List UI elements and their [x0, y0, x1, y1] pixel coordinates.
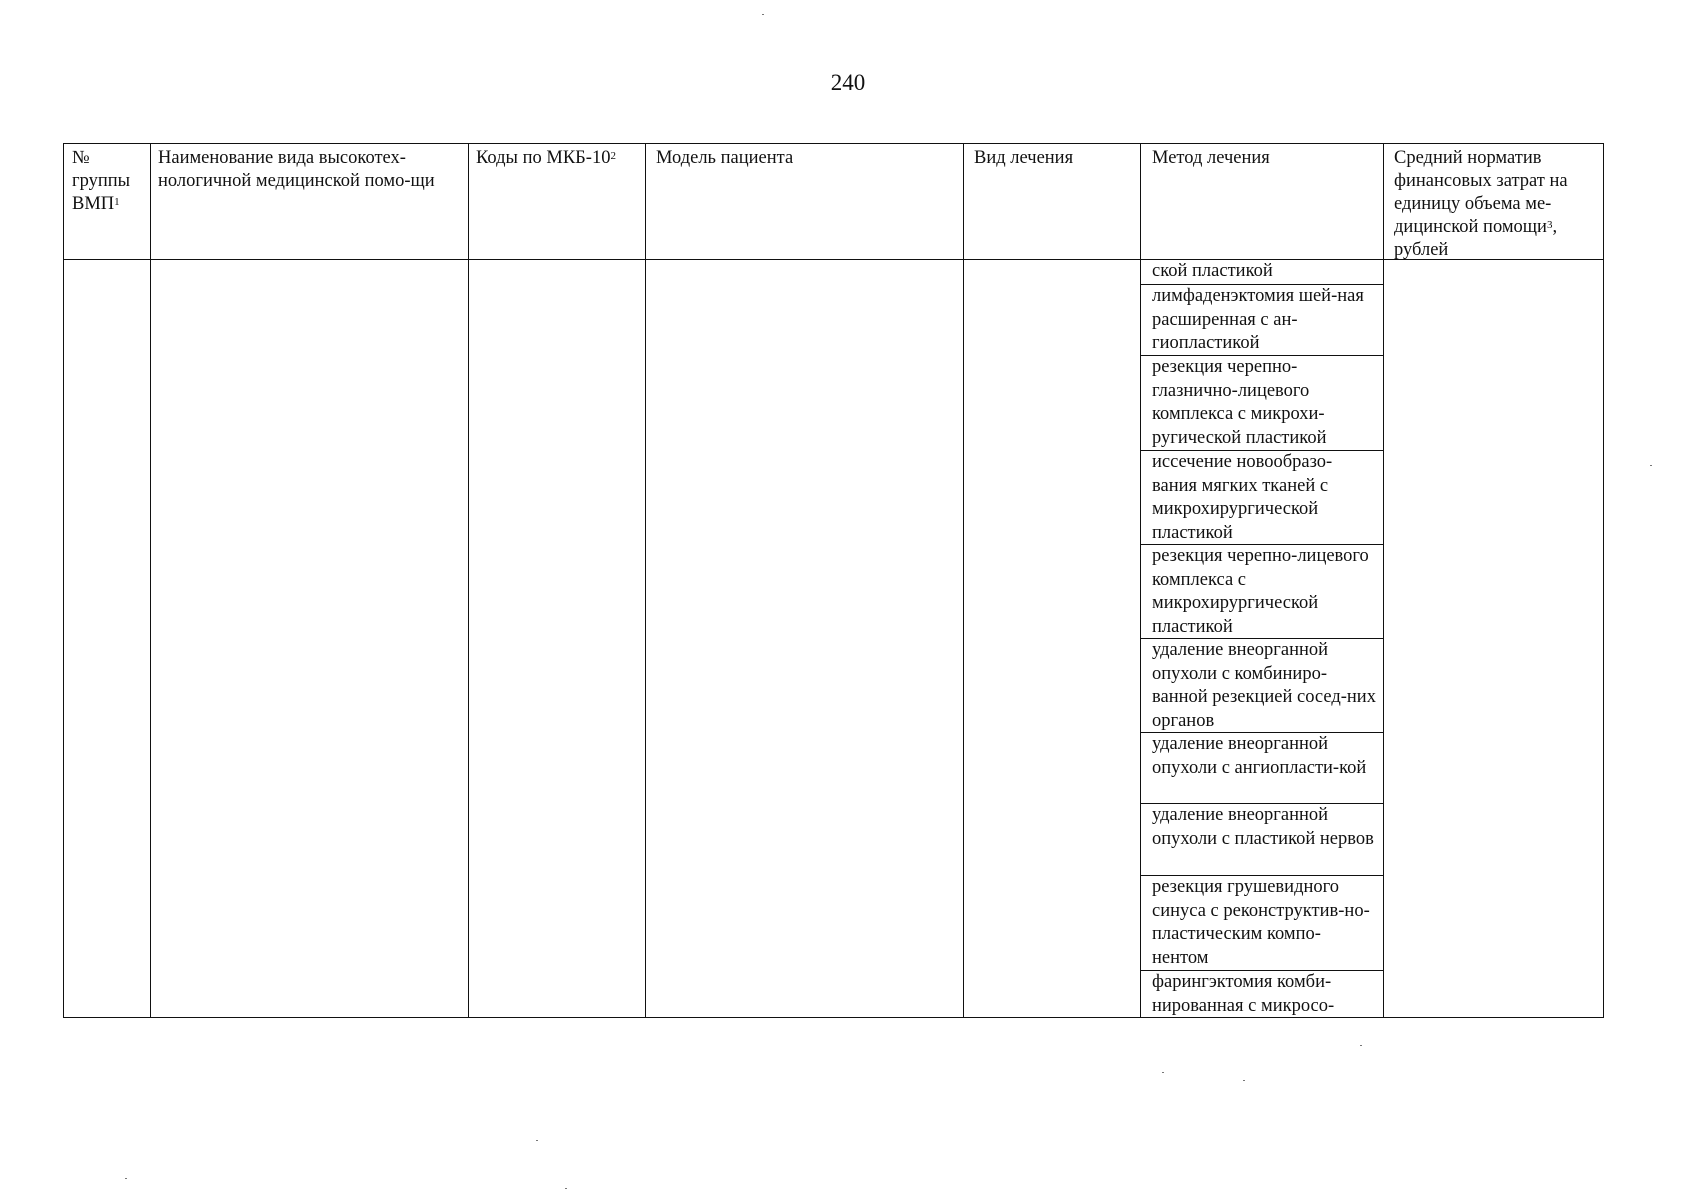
scan-speck: [565, 1188, 567, 1189]
scan-speck: [1650, 465, 1652, 466]
method-item: резекция черепно-глазнично-лицевого комплекса с микрохи-ругической пластикой: [1140, 356, 1383, 451]
footnote-3: 3: [1546, 219, 1553, 231]
scan-speck: [762, 14, 764, 15]
method-item: лимфаденэктомия шей-ная расширенная с ан-гиопластикой: [1140, 285, 1383, 356]
method-item: резекция черепно-лицевого комплекса с микрохирургической пластикой: [1140, 545, 1383, 639]
procedures-table: [63, 143, 1604, 1018]
header-care-type-name: Наименование вида высокотех-нологичной медицинской помо-щи: [158, 148, 435, 191]
scan-speck: [1360, 1045, 1362, 1046]
header-treatment-method: Метод лечения: [1152, 148, 1270, 168]
header-average-cost-text: Средний норматив финансовых затрат на единицу объема ме-дицинской помощи: [1394, 148, 1568, 237]
header-icd-codes-text: Коды по МКБ-10: [476, 148, 611, 168]
footnote-1: 1: [114, 196, 120, 208]
method-item: удаление внеорганной опухоли с комбиниро-ванной резекцией сосед-них органов: [1140, 639, 1383, 733]
footnote-2: 2: [610, 150, 616, 162]
header-average-cost-unit: , рублей: [1394, 217, 1558, 260]
method-item: удаление внеорганной опухоли с пластикой нервов: [1140, 804, 1383, 876]
scan-speck: [536, 1140, 538, 1141]
scan-speck: [125, 1178, 127, 1179]
method-item: резекция грушевидного синуса с реконструктив-но-пластическим компо-нентом: [1140, 876, 1383, 971]
method-item: удаление внеорганной опухоли с ангиопласти-кой: [1140, 733, 1383, 804]
treatment-method-list: [1140, 260, 1383, 1020]
scan-speck: [1162, 1072, 1164, 1073]
method-item: ской пластикой: [1140, 260, 1383, 285]
scan-speck: [1243, 1080, 1245, 1081]
header-group-number-text: № группы ВМП: [72, 148, 131, 214]
header-treatment-type: Вид лечения: [974, 148, 1074, 168]
header-average-cost: [1394, 147, 1599, 262]
method-item: иссечение новообразо-вания мягких тканей с микрохирургической пластикой: [1140, 451, 1383, 545]
header-group-number: [72, 147, 148, 216]
header-patient-model: Модель пациента: [656, 148, 794, 168]
header-icd-codes: [476, 147, 636, 170]
page-number: 240: [830, 70, 866, 95]
method-item: фарингэктомия комби-нированная с микросо-: [1152, 972, 1335, 1016]
